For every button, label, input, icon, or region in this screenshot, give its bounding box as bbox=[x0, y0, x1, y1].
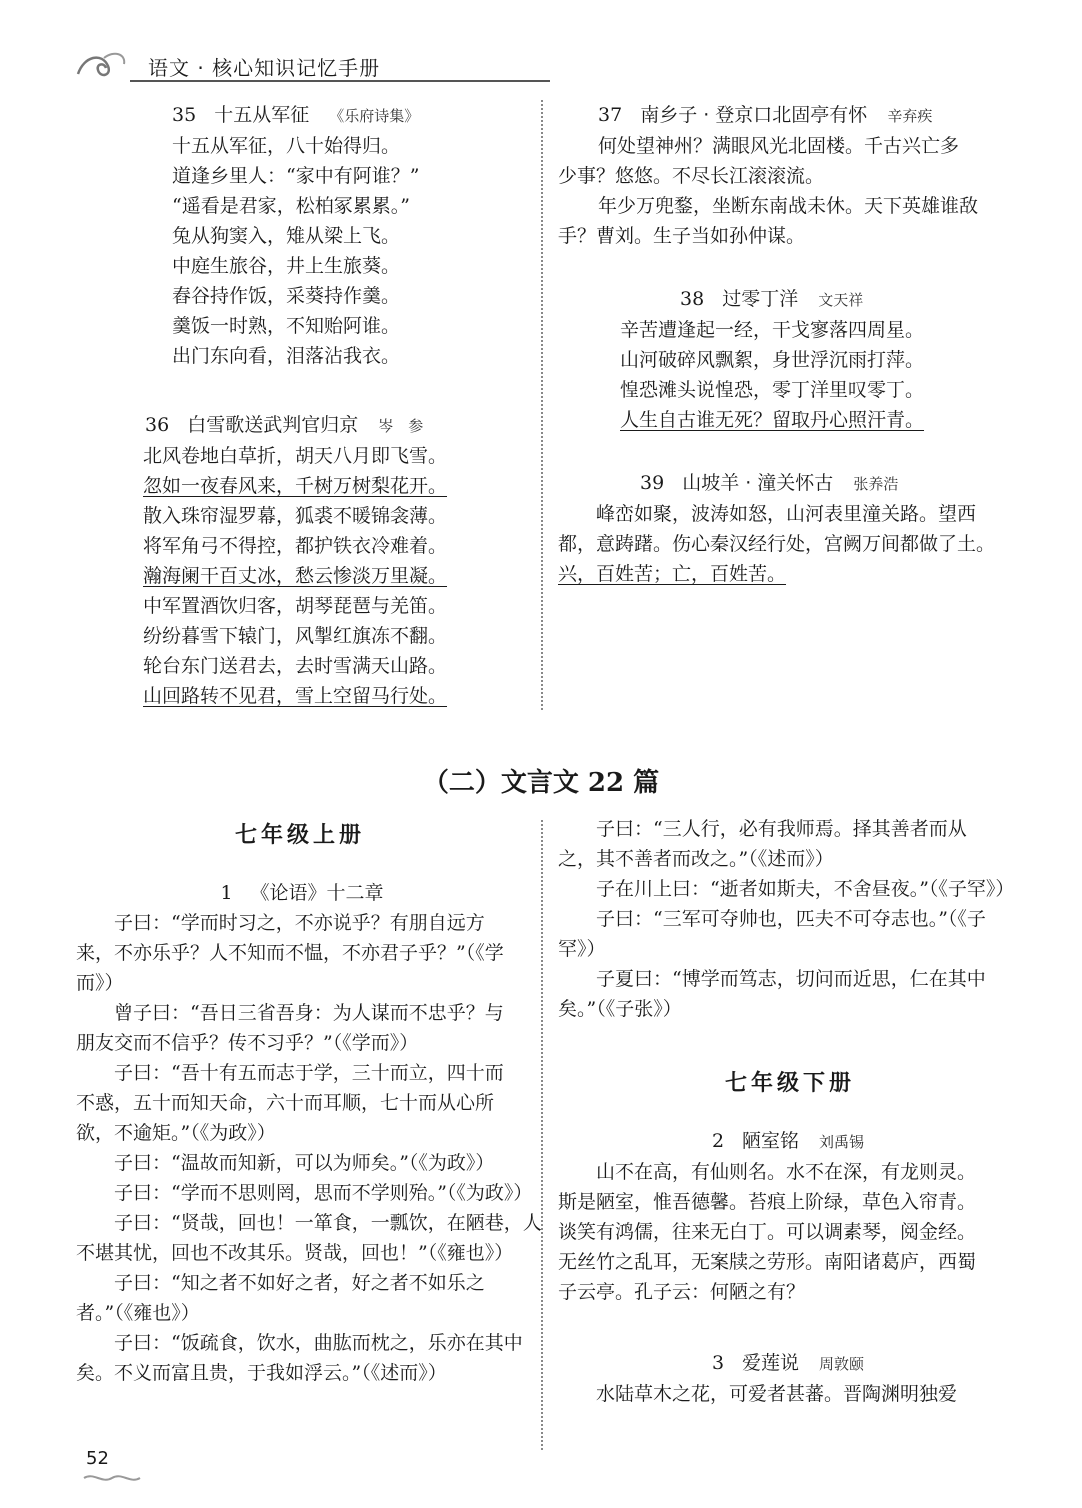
poem-line: 手？曹刘。生子当如孙仲谋。 bbox=[558, 225, 806, 247]
grade-heading-lower: 七年级下册 bbox=[724, 1070, 855, 1096]
poem-line: 年少万兜鍪，坐断东南战未休。天下英雄谁敌 bbox=[598, 195, 979, 217]
text-line: 矣。不义而富且贵，于我如浮云。”（《述而》） bbox=[76, 1362, 447, 1384]
text-line: 子曰：“贤哉，回也！一箪食，一瓢饮，在陋巷，人 bbox=[114, 1212, 542, 1234]
poem-line: 峰峦如聚，波涛如怒，山河表里潼关路。望西 bbox=[596, 503, 977, 525]
text-line: 子在川上曰：“逝者如斯夫，不舍昼夜。”（《子罕》） bbox=[596, 878, 1015, 900]
text-line: 子曰：“学而时习之，不亦说乎？有朋自远方 bbox=[114, 912, 485, 934]
text-line: 子曰：“学而不思则罔，思而不学则殆。”（《为政》） bbox=[114, 1182, 533, 1204]
poem-line: 北风卷地白草折，胡天八月即飞雪。 bbox=[143, 445, 448, 467]
poem-line: 都，意踌躇。伤心秦汉经行处，宫阙万间都做了土。 bbox=[558, 533, 996, 555]
poem-line: 十五从军征，八十始得归。 bbox=[172, 135, 401, 157]
text-line: 欲，不逾矩。”（《为政》） bbox=[76, 1122, 276, 1144]
essay-title: 2 陋室铭 刘禹锡 bbox=[711, 1130, 865, 1152]
poem-line: 中军置酒饮归客，胡琴琵琶与羌笛。 bbox=[143, 595, 448, 617]
text-line: 斯是陋室，惟吾德馨。苔痕上阶绿，草色入帘青。 bbox=[558, 1191, 977, 1213]
poem-line: 轮台东门送君去，去时雪满天山路。 bbox=[143, 655, 448, 677]
poem-line: 羹饭一时熟，不知贻阿谁。 bbox=[172, 315, 401, 337]
poem-39 bbox=[558, 468, 1018, 589]
poem-title: 36 白雪歌送武判官归京 岑 参 bbox=[145, 414, 424, 436]
poem-line: 纷纷暮雪下辕门，风掣红旗冻不翻。 bbox=[143, 625, 448, 647]
poem-line: 兴，百姓苦；亡，百姓苦。 bbox=[558, 563, 787, 585]
footer-ornament-icon bbox=[82, 1470, 142, 1490]
poem-line: 瀚海阑干百丈冰，愁云惨淡万里凝。 bbox=[143, 565, 448, 587]
poem-title: 35 十五从军征 《乐府诗集》 bbox=[172, 104, 420, 126]
poem-line: 将军角弓不得控，都护铁衣冷难着。 bbox=[143, 535, 448, 557]
section-title: （二）文言文 22 篇 bbox=[422, 768, 660, 798]
text-line: 曾子曰：“吾日三省吾身：为人谋而不忠乎？与 bbox=[114, 1002, 504, 1024]
swirl-ornament-icon bbox=[74, 48, 130, 89]
header-rule bbox=[130, 80, 550, 82]
text-line: 来，不亦乐乎？人不知而不愠，不亦君子乎？”（《学 bbox=[76, 942, 504, 964]
text-line: 之，其不善者而改之。”（《述而》） bbox=[558, 848, 834, 870]
poem-line: 惶恐滩头说惶恐，零丁洋里叹零丁。 bbox=[620, 379, 925, 401]
page-number: 52 bbox=[86, 1448, 109, 1469]
poem-35 bbox=[172, 100, 512, 371]
poem-line: 辛苦遭逢起一经，干戈寥落四周星。 bbox=[620, 319, 925, 341]
poem-line: 人生自古谁无死？留取丹心照汗青。 bbox=[620, 409, 925, 431]
poem-line: 出门东向看，泪落沾我衣。 bbox=[172, 345, 401, 367]
poem-line: 兔从狗窦入，雉从梁上飞。 bbox=[172, 225, 401, 247]
text-line: 罕》） bbox=[558, 938, 606, 960]
poem-36 bbox=[143, 410, 523, 711]
text-line: 无丝竹之乱耳，无案牍之劳形。南阳诸葛庐，西蜀 bbox=[558, 1251, 977, 1273]
poem-title: 39 山坡羊 · 潼关怀古 张养浩 bbox=[640, 472, 899, 494]
poem-line: 舂谷持作饭，采葵持作羹。 bbox=[172, 285, 401, 307]
text-line: 矣。”（《子张》） bbox=[558, 998, 682, 1020]
poem-line: “遥看是君家，松柏冢累累。” bbox=[172, 195, 410, 217]
poem-line: 山河破碎风飘絮，身世浮沉雨打萍。 bbox=[620, 349, 925, 371]
text-line: 子曰：“三人行，必有我师焉。择其善者而从 bbox=[596, 818, 967, 840]
poem-title: 38 过零丁洋 文天祥 bbox=[680, 288, 864, 310]
text-line: 不堪其忧，回也不改其乐。贤哉，回也！”（《雍也》） bbox=[76, 1242, 514, 1264]
text-line: 子曰：“知之者不如好之者，好之者不如乐之 bbox=[114, 1272, 485, 1294]
poem-line: 散入珠帘湿罗幕，狐裘不暖锦衾薄。 bbox=[143, 505, 448, 527]
text-line: 谈笑有鸿儒，往来无白丁。可以调素琴，阅金经。 bbox=[558, 1221, 977, 1243]
text-line: 山不在高，有仙则名。水不在深，有龙则灵。 bbox=[596, 1161, 977, 1183]
poem-line: 忽如一夜春风来，千树万树梨花开。 bbox=[143, 475, 448, 497]
poem-line: 山回路转不见君，雪上空留马行处。 bbox=[143, 685, 448, 707]
text-line: 而》） bbox=[76, 972, 124, 994]
grade-heading-upper: 七年级上册 bbox=[234, 822, 365, 848]
text-line: 子曰：“吾十有五而志于学，三十而立，四十而 bbox=[114, 1062, 504, 1084]
lunyu-section bbox=[76, 878, 542, 1388]
text-line: 不惑，五十而知天命，六十而耳顺，七十而从心所 bbox=[76, 1092, 495, 1114]
poem-line: 中庭生旅谷，井上生旅葵。 bbox=[172, 255, 401, 277]
ailianshuo-section bbox=[558, 1348, 1018, 1409]
column-divider-top bbox=[541, 100, 543, 710]
poem-line: 何处望神州？满眼风光北固楼。千古兴亡多 bbox=[598, 135, 960, 157]
text-line: 朋友交而不信乎？传不习乎？”（《学而》） bbox=[76, 1032, 419, 1054]
column-divider-bottom bbox=[541, 820, 543, 1450]
poem-38 bbox=[620, 284, 1020, 435]
text-line: 子曰：“饭疏食，饮水，曲肱而枕之，乐亦在其中 bbox=[114, 1332, 523, 1354]
poem-title: 37 南乡子 · 登京口北固亭有怀 辛弃疾 bbox=[598, 104, 933, 126]
poem-37 bbox=[558, 100, 1018, 251]
text-line: 水陆草木之花，可爱者甚蕃。晋陶渊明独爱 bbox=[596, 1383, 958, 1405]
lunyu-continued bbox=[558, 814, 1018, 1024]
poem-line: 道逢乡里人：“家中有阿谁？” bbox=[172, 165, 420, 187]
loushiming-section bbox=[558, 1126, 1018, 1307]
header-title: 语文 · 核心知识记忆手册 bbox=[148, 56, 381, 80]
text-line: 子夏曰：“博学而笃志，切问而近思，仁在其中 bbox=[596, 968, 986, 990]
text-line: 子云亭。孔子云：何陋之有？ bbox=[558, 1281, 806, 1303]
text-line: 子曰：“三军可夺帅也，匹夫不可夺志也。”（《子 bbox=[596, 908, 986, 930]
essay-title: 1 《论语》十二章 bbox=[220, 882, 384, 904]
text-line: 子曰：“温故而知新，可以为师矣。”（《为政》） bbox=[114, 1152, 495, 1174]
essay-title: 3 爱莲说 周敦颐 bbox=[711, 1352, 865, 1374]
poem-line: 少事？悠悠。不尽长江滚滚流。 bbox=[558, 165, 825, 187]
text-line: 者。”（《雍也》） bbox=[76, 1302, 200, 1324]
